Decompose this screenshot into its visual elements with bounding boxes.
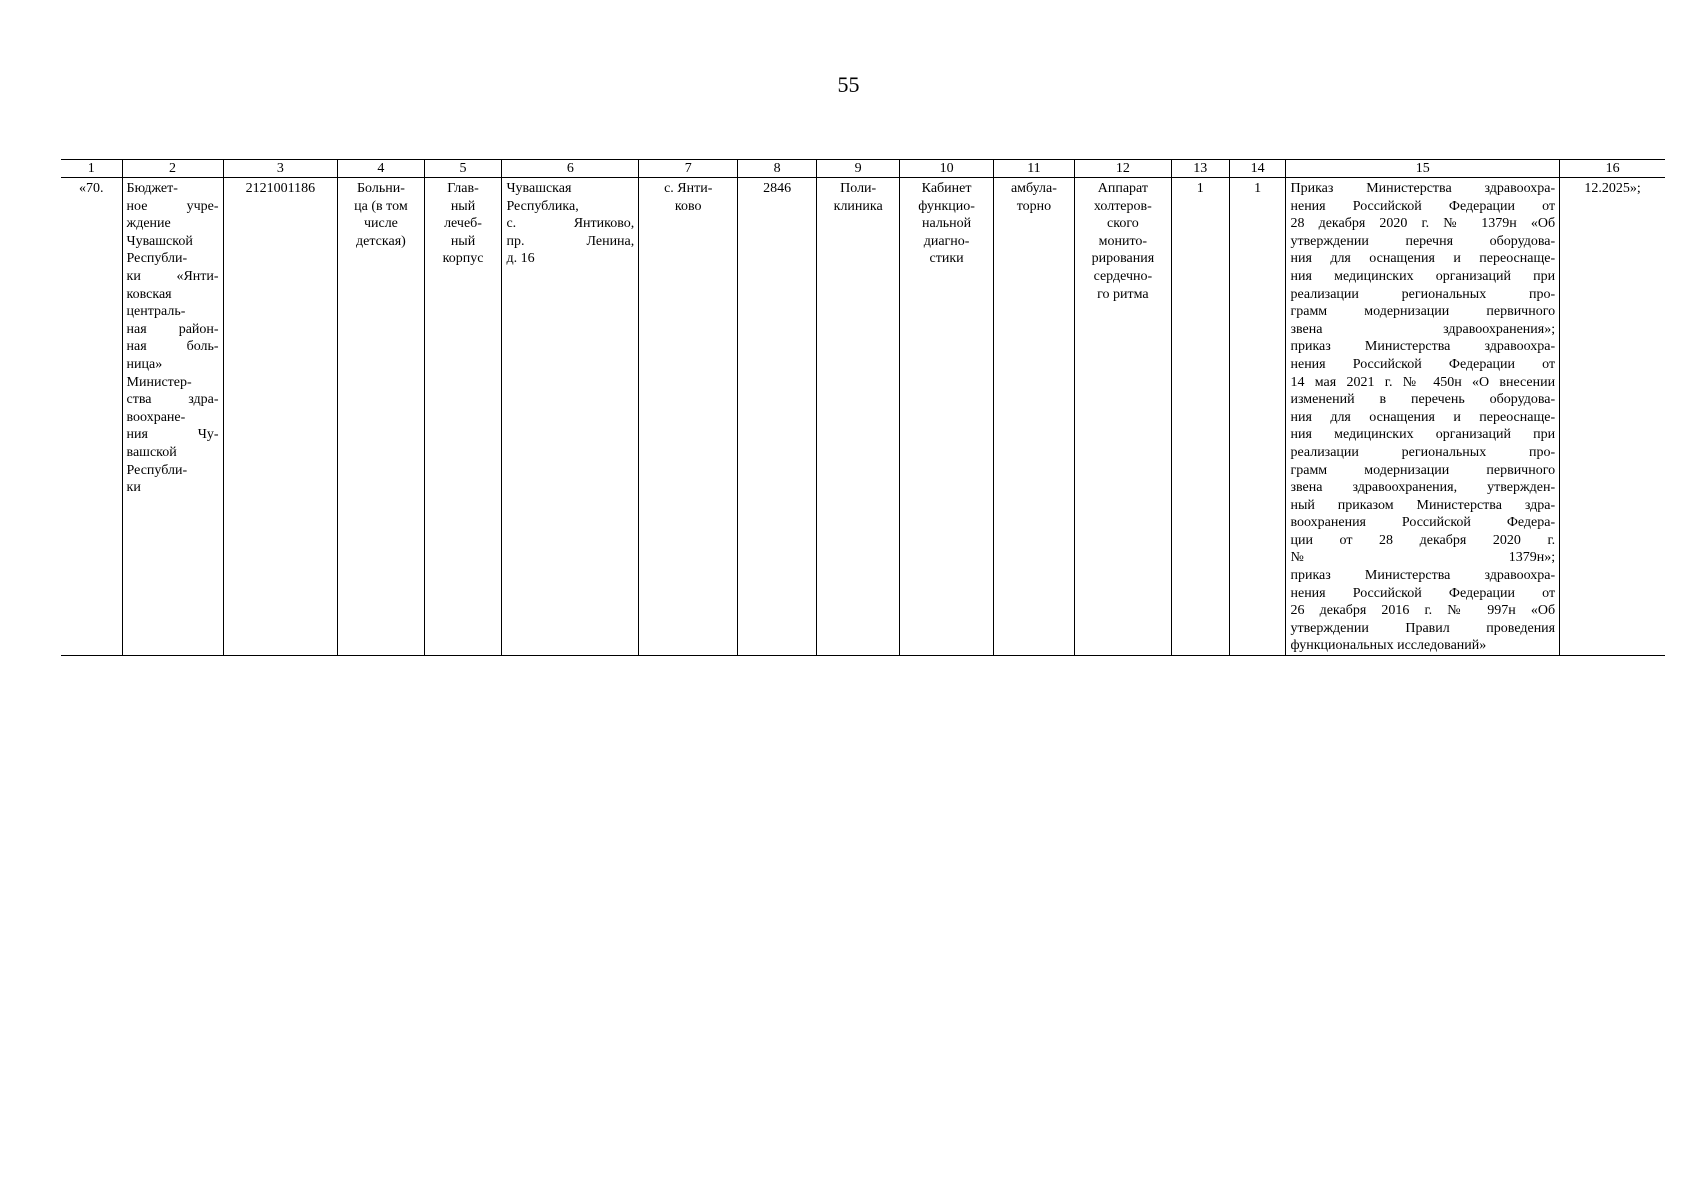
cell-text-line: ки «Янти- [126, 268, 219, 284]
cell-text-line: монито- [1098, 233, 1148, 249]
cell-text-line: звена здравоохранения»; [1290, 321, 1556, 337]
cell-text-line: 2121001186 [245, 181, 316, 196]
cell-text-line: го ритма [1097, 286, 1149, 302]
quantity-cell [1171, 178, 1229, 656]
cell-text-line: грамм модернизации первичного [1290, 462, 1556, 478]
cell-text-line: ния для оснащения и переоснаще- [1290, 409, 1556, 425]
cell-text-line: детская) [356, 233, 406, 249]
cell-text-line: Чувашская [506, 181, 572, 196]
cell-text-line: Поли- [840, 181, 877, 196]
column-number-row [61, 160, 1665, 178]
address-cell [502, 178, 639, 656]
cell-text-line: Аппарат [1097, 181, 1148, 196]
cell-text-line: функцио- [918, 198, 975, 214]
cell-text-line: ковская [126, 286, 172, 302]
cell-text-line: холтеров- [1093, 198, 1152, 214]
cell-text-line: нальной [921, 216, 972, 232]
column-header: 6 [502, 160, 639, 178]
care-condition-cell [993, 178, 1074, 656]
cell-text-line: ния медицинских организаций при [1290, 268, 1556, 284]
facility-type-cell [338, 178, 424, 656]
cell-text-line: Министер- [126, 374, 192, 390]
page-number: 55 [837, 72, 860, 97]
cell-text-line: стики [929, 251, 964, 267]
cell-text-line: пр. Ленина, [506, 233, 635, 249]
cell-text-line: воохране- [126, 409, 186, 425]
cell-text-line: нения Российской Федерации от [1290, 198, 1556, 214]
cell-text-line: ный [450, 198, 476, 214]
column-header: 13 [1171, 160, 1229, 178]
cell-text-line: Больни- [356, 181, 405, 196]
cell-text-line: ского [1107, 216, 1139, 232]
cell-text-line: утверждении Правил проведения [1290, 620, 1556, 636]
cell-text-line: ный [450, 233, 476, 249]
cell-text-line: приказ Министерства здравоохра- [1290, 568, 1556, 584]
cell-text-line: с. Янти- [664, 181, 713, 196]
cell-text-line: Республи- [126, 251, 188, 267]
cell-text-line: звена здравоохранения, утвержден- [1290, 480, 1556, 496]
cell-text-line: ния медицинских организаций при [1290, 427, 1556, 443]
column-header: 11 [993, 160, 1074, 178]
cell-text-line: диагно- [923, 233, 970, 249]
column-header: 2 [122, 160, 223, 178]
cell-text-line: ния для оснащения и переоснаще- [1290, 251, 1556, 267]
cell-text-line: ца (в том [354, 198, 408, 214]
cell-text-line: сердечно- [1093, 268, 1153, 284]
column-header: 7 [639, 160, 738, 178]
cell-text-line: 1 [1254, 181, 1262, 196]
cell-text-line: ное учре- [126, 198, 219, 214]
cell-text-line: с. Янтиково, [506, 216, 635, 232]
column-header: 1 [61, 160, 122, 178]
cell-text-line: ния Чу- [126, 427, 219, 443]
column-header: 3 [223, 160, 338, 178]
department-cell [817, 178, 900, 656]
cell-text-line: утверждении перечня оборудова- [1290, 233, 1556, 249]
quantity-cell [1229, 178, 1286, 656]
legal-basis-cell [1286, 178, 1560, 656]
cell-text-line: лечеб- [444, 216, 482, 232]
organization-cell [122, 178, 223, 656]
building-cell [424, 178, 502, 656]
cell-text-line: 26 декабря 2016 г. № 997н «Об [1290, 603, 1556, 619]
column-header: 9 [817, 160, 900, 178]
equipment-cell [1074, 178, 1171, 656]
cell-text-line: 28 декабря 2020 г. № 1379н «Об [1290, 216, 1556, 232]
column-header: 4 [338, 160, 424, 178]
cell-text-line: 2846 [763, 181, 792, 196]
column-header: 8 [738, 160, 817, 178]
cell-text-line: ный приказом Министерства здра- [1290, 497, 1556, 513]
data-table [61, 159, 1665, 656]
cell-text-line: грамм модернизации первичного [1290, 304, 1556, 320]
date-cell [1560, 178, 1665, 656]
cell-text-line: реализации региональных про- [1290, 444, 1556, 460]
cell-text-line: амбула- [1010, 181, 1057, 196]
cell-text-line: числе [363, 216, 398, 232]
cell-text-line: Республика, [506, 198, 579, 214]
population-cell [738, 178, 817, 656]
table-row [61, 178, 1665, 656]
cell-text-line: воохранения Российской Федера- [1290, 515, 1556, 531]
cell-text-line: ная район- [126, 321, 219, 337]
cell-text-line: Приказ Министерства здравоохра- [1290, 181, 1556, 196]
cell-text-line: ства здра- [126, 392, 219, 408]
cell-text-line: клиника [833, 198, 883, 214]
row-number-cell [61, 178, 122, 656]
column-header: 5 [424, 160, 502, 178]
cell-text-line: изменений в перечень оборудова- [1290, 392, 1556, 408]
cell-text-line: нения Российской Федерации от [1290, 585, 1556, 601]
cell-text-line: ждение [126, 216, 171, 232]
cell-text-line: ная боль- [126, 339, 219, 355]
cell-text-line: Кабинет [921, 181, 972, 196]
column-header: 15 [1286, 160, 1560, 178]
cell-text-line: Чувашской [126, 233, 193, 249]
cell-text-line: реализации региональных про- [1290, 286, 1556, 302]
inn-cell [223, 178, 338, 656]
cell-text-line: «70. [79, 181, 104, 196]
cell-text-line: Республи- [126, 462, 188, 478]
column-header: 16 [1560, 160, 1665, 178]
cell-text-line: централь- [126, 304, 186, 320]
cell-text-line: ково [674, 198, 702, 214]
cell-text-line: функциональных исследований» [1290, 638, 1487, 654]
cell-text-line: корпус [442, 251, 484, 267]
cell-text-line: ки [126, 480, 141, 496]
cell-text-line: нения Российской Федерации от [1290, 356, 1556, 372]
cell-text-line: ции от 28 декабря 2020 г. [1290, 532, 1556, 548]
cell-text-line: Бюджет- [126, 181, 178, 196]
settlement-cell [639, 178, 738, 656]
cell-text-line: рирования [1091, 251, 1155, 267]
cell-text-line: Глав- [447, 181, 479, 196]
cell-text-line: вашской [126, 444, 177, 460]
cell-text-line: 12.2025»; [1584, 181, 1641, 196]
cell-text-line: д. 16 [506, 251, 535, 267]
column-header: 10 [900, 160, 994, 178]
cell-text-line: № 1379н»; [1290, 550, 1556, 566]
column-header: 14 [1229, 160, 1286, 178]
unit-cell [900, 178, 994, 656]
cell-text-line: 14 мая 2021 г. № 450н «О внесении [1290, 374, 1556, 390]
column-header: 12 [1074, 160, 1171, 178]
cell-text-line: ница» [126, 356, 163, 372]
cell-text-line: 1 [1196, 181, 1204, 196]
cell-text-line: приказ Министерства здравоохра- [1290, 339, 1556, 355]
cell-text-line: торно [1016, 198, 1052, 214]
